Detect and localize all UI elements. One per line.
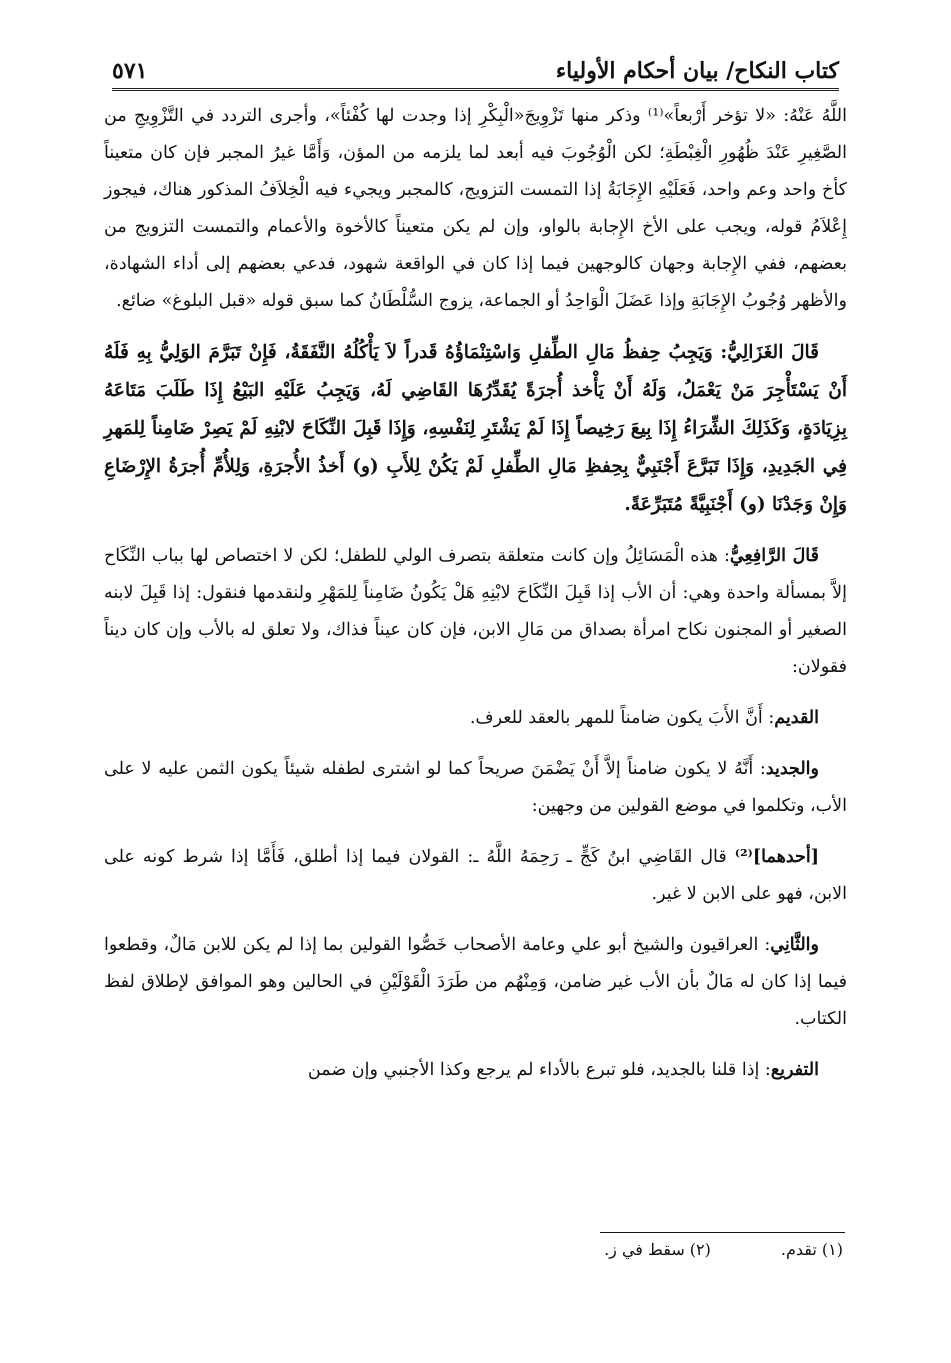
footnotes (500, 1240, 843, 1259)
paragraph-lead: القديم (774, 708, 819, 728)
paragraph-lead: [أحدهما]⁽²⁾ (734, 847, 819, 867)
paragraph-branch (104, 1052, 847, 1089)
paragraph-ghazali-quote: قَالَ الغَزَالِيُّ: وَيَجِبُ حِفظُ مَالِ الطِّفلِ وَاسْتِنْمَاؤُهُ قَدراً لاَ يَأْكُلُهُ النَّفَقَةُ، فَإِنْ تَبَرَّمَ الوَلِيُّ بِهِ فَلَهُ أَنْ يَسْتَأْجِرَ مَنْ يَعْمَلُ، وَلَهُ أَنْ يَأْخذ أُجرَةً يُقَدِّرُهَا القَاضِي لَهُ، وَيَجِبُ عَلَيْهِ البَيْعُ إِذَا طَلَبَ مَتَاعَهُ بِزِيَادَةٍ، وَكَذَلِكَ الشِّرَاءُ إِذَا بِيعَ رَخِيصاً إِذَا لَمْ يَشْتَرِ لِنَفْسِهِ، وَإِذَا قَبِلَ النِّكَاحَ لابْنِهِ لَمْ يَصِرْ ضَامِناً لِلمَهرِ فِي الجَدِيدِ، وَإِذَا تَبَرَّعَ أَجْنَبِيٌّ بِحِفظِ مَالِ الطِّفلِ لَمْ يَكُنْ لِلأَبِ (و) أَخذُ الأُجرَةِ، وَلِلأُمِّ أُجرَةُ الإِرْضَاعِ وَإِنْ وَجَدْنَا (و) أَجْنَبِيَّةً مُتَبَرِّعَةً. (104, 342, 847, 515)
page-body (104, 98, 847, 1103)
header-title: كتاب النكاح/ بيان أحكام الأولياء (555, 58, 839, 84)
footnote-rule (600, 1232, 845, 1233)
paragraph-continuation: اللَّهُ عَنْهُ: «لا تؤخر أَرْبعاً»⁽¹⁾ وذكر منها تَزْوِيجَ«الْبِكْرِ إذا وجدت لها كُفْئاً»، وأجرى التردد في التَّزْوِيجِ من الصَّغِيرِ عَنْدَ ظُهُورِ الْغِبْطَةِ؛ لكن الْوُجُوبَ فيه أبعد لما يلزمه من المؤن، وَأَمَّا غيرُ المجبر فإن كان متعيناً كأخ واحد وعم واحد، فَعَلَيْهِ الإِجَابَةُ إذا التمست التزويج، كالمجبر ويجيء فيه الْخِلاَفُ المذكور هناك، فيجوز إِعْلاَمُ قوله، ويجب على الأخ الإِجابة بالواو، وإن لم يكن متعيناً كالأخوة والأعمام والتمست التزويج من بعضهم، ففي الإِجابة وجهان كالوجهين فيما إذا كان في الواقعة شهود، فدعي بعضهم إلى أداء الشهادة، والأظهر وُجُوبُ الإِجَابَةِ وإذا عَضَلَ الْوَاحِدُ أو الجماعة، يزوج السُّلْطَانُ كما سبق قوله «قبل البلوغ» ضائع. (104, 106, 847, 311)
header-rule (112, 88, 839, 91)
paragraph-lead: التفريع (770, 1060, 819, 1080)
paragraph-text: : أَنَّهُ لا يكون ضامناً إلاَّ أَنْ يَضْمَنَ صريحاً كما لو اشترى لطفله شيئاً يكون الثمن عليه لا على الأب، وتكلموا في موضع القولين من وجهين: (104, 759, 847, 816)
paragraph-lead: والثَّانِي (770, 935, 819, 955)
paragraph-rafii (104, 538, 847, 686)
paragraph-first-aspect (104, 839, 847, 913)
paragraph-text: : إذا قلنا بالجديد، فلو تبرع بالأداء لم يرجع وكذا الأجنبي وإن ضمن (307, 1060, 771, 1080)
paragraph-text: : هذه الْمَسَائِلُ وإن كانت متعلقة بتصرف الولي للطفل؛ لكن لا اختصاص لها بباب النِّكَاح إلاَّ بمسألة واحدة وهي: أن الأب إذا قَبِلَ النِّكَاحَ لابْنِهِ هَلْ يَكُونُ ضَامِناً لِلمَهْرِ ولنقدمها فنقول: إذا قَبِلَ لابنه الصغير أو المجنون نكاح امرأة بصداق من مَالِ الابن، فإن كان عيناً فذاك، ولا تعلق له بالأب وإن كان ديناً فقولان: (104, 546, 847, 677)
paragraph-lead: والجديد (765, 759, 819, 779)
paragraph-old-opinion (104, 700, 847, 737)
paragraph-text: قال القَاضِي ابنُ كَجٍّ ـ رَحِمَهُ اللَّهُ ـ: القولان فيما إذا أطلق، فَأَمَّا إذا شرط كونه على الابن، فهو على الابن لا غير. (104, 847, 847, 904)
paragraph-text: : العراقيون والشيخ أبو علي وعامة الأصحاب خَصُّوا القولين بما إذا لم يكن للابن مَالٌ، وقطعوا فيما إذا كان له مَالٌ بأن الأب غير ضامن، وَمِنْهُم من طَرَدَ الْقَوْلَيْنِ في الحالين وهو الموافق لإطلاق لفظ الكتاب. (104, 935, 847, 1029)
running-header (112, 40, 839, 90)
paragraph-lead: قَالَ الرَّافِعِيُّ (729, 546, 819, 566)
paragraph-second-aspect (104, 927, 847, 1038)
footnote-2: (٢) سقط في ز. (604, 1240, 711, 1259)
paragraph-text: : أَنَّ الأَبَ يكون ضامناً للمهر بالعقد للعرف. (469, 708, 775, 728)
page-number: ٥٧١ (112, 58, 148, 84)
paragraph-new-opinion (104, 751, 847, 825)
footnote-1: (١) تقدم. (780, 1240, 843, 1259)
